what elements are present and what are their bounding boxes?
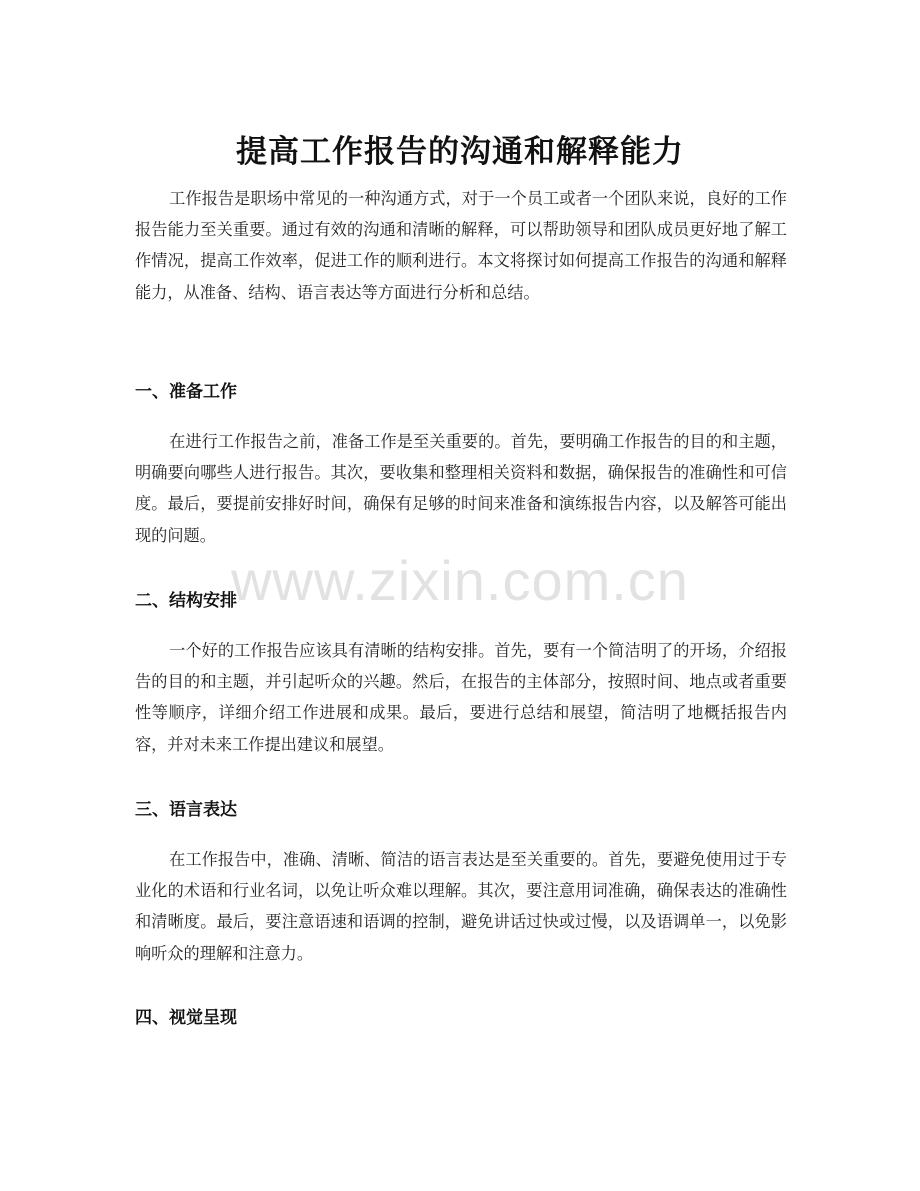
section-text-language: 在工作报告中，准确、清晰、简洁的语言表达是至关重要的。首先，要避免使用过于专业化的术语和行业名词，以免让听众难以理解。其次，要注意用词准确，确保表达的准确性和清晰度。最后，要注意语速和语调的控制，避免讲话过快或过慢，以及语调单一，以免影响听众的理解和注意力。	[135, 850, 787, 963]
section-heading-structure: 二、结构安排	[135, 591, 237, 611]
intro-text: 工作报告是职场中常见的一种沟通方式，对于一个员工或者一个团队来说，良好的工作报告能力至关重要。通过有效的沟通和清晰的解释，可以帮助领导和团队成员更好地了解工作情况，提高工作效率，促进工作的顺利进行。本文将探讨如何提高工作报告的沟通和解释能力，从准备、结构、语言表达等方面进行分析和总结。	[135, 189, 787, 302]
watermark: www.zixin.com.cn	[231, 549, 689, 612]
section-heading-language: 三、语言表达	[135, 800, 237, 820]
section-text-structure: 一个好的工作报告应该具有清晰的结构安排。首先，要有一个简洁明了的开场，介绍报告的目的和主题，并引起听众的兴趣。然后，在报告的主体部分，按照时间、地点或者重要性等顺序，详细介绍工作进展和成果。最后，要进行总结和展望，简洁明了地概括报告内容，并对未来工作提出建议和展望。	[135, 641, 787, 754]
section-heading-visual: 四、视觉呈现	[135, 1008, 237, 1028]
section-text-preparation: 在进行工作报告之前，准备工作是至关重要的。首先，要明确工作报告的目的和主题，明确要向哪些人进行报告。其次，要收集和整理相关资料和数据，确保报告的准确性和可信度。最后，要提前安排好时间，确保有足够的时间来准备和演练报告内容，以及解答可能出现的问题。	[135, 432, 787, 545]
intro-paragraph	[135, 183, 787, 308]
section-body-structure	[135, 635, 787, 760]
section-body-language	[135, 844, 787, 969]
document-title: 提高工作报告的沟通和解释能力	[236, 133, 684, 170]
section-heading-preparation: 一、准备工作	[135, 382, 237, 402]
section-body-preparation	[135, 426, 787, 551]
